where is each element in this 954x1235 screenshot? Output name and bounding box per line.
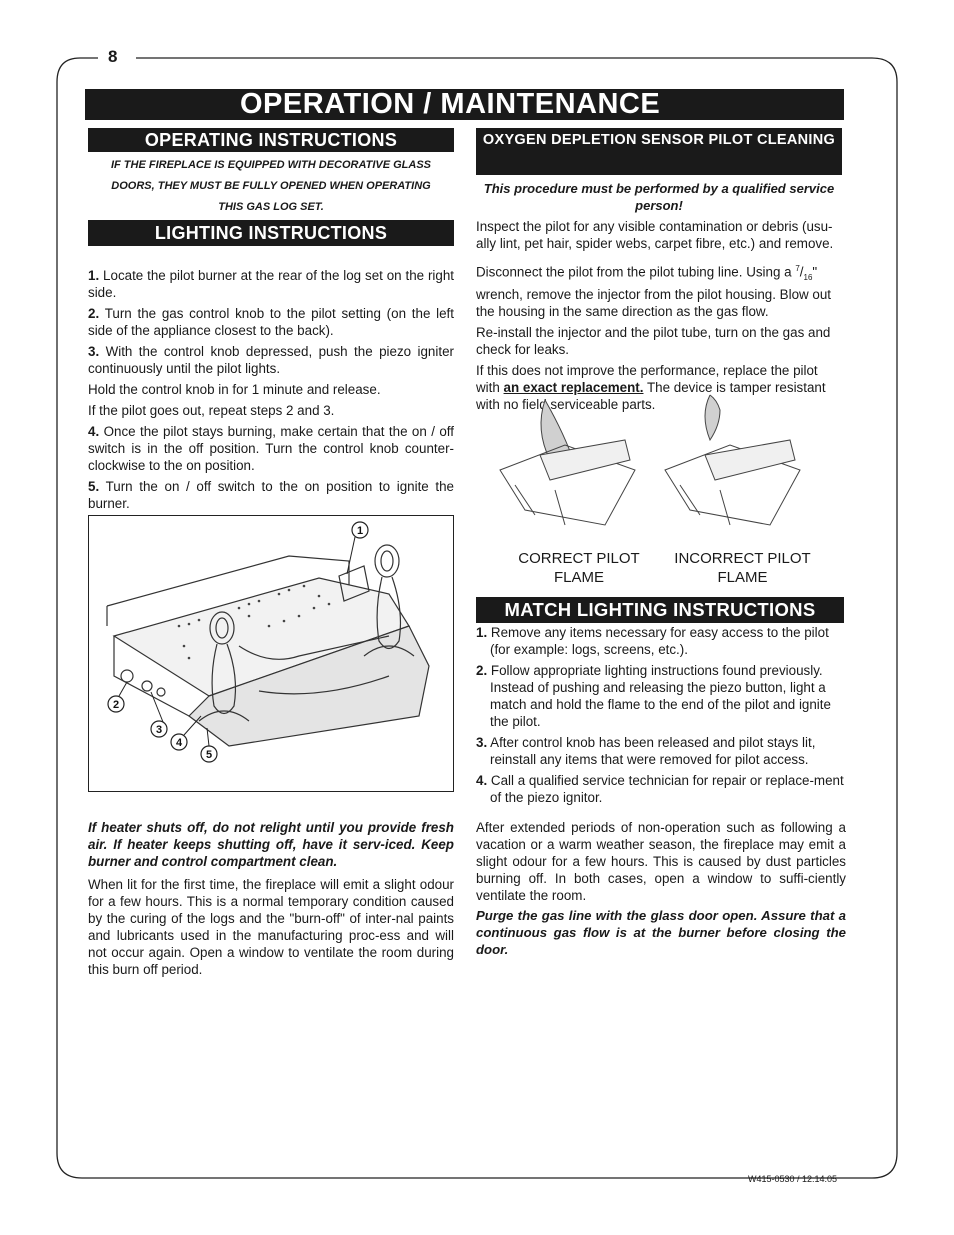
non-operation-paragraph: After extended periods of non-operation such as following a vacation or a warm weather season, the fireplace may emit a slight odour for a few hours. This is caused by dust particles burning off. In both cases, open a window to suffi-ciently ventilate the room. [476,820,846,903]
lighting-step: 3. With the control knob depressed, push the piezo igniter continuously until the pilot lights. [88,344,454,376]
match-step: 1. Remove any items necessary for easy access to the pilot (for example: logs, screens, etc.). [476,625,829,657]
lighting-step: If the pilot goes out, repeat steps 2 and 3. [88,403,335,418]
pilot-flame-illustration [495,385,835,540]
lighting-step: 4. Once the pilot stays burning, make certain that the on / off switch is in the off position. Turn the control knob counter-clockwise to the on position. [88,424,454,473]
match-step: 2. Follow appropriate lighting instructions found previously. Instead of pushing and releasing the piezo button, light a match and hold the flame to the end of the pilot and ignite the pilot. [476,663,831,729]
qualified-service-note: This procedure must be performed by a qualified service person! [483,181,835,213]
ods-pilot-cleaning-heading: OXYGEN DEPLETION SENSOR PILOT CLEANING [476,128,842,175]
lighting-step: 5. Turn the on / off switch to the on position to ignite the burner. [88,479,454,511]
callout-2-label: 2 [112,699,120,711]
page-number: 8 [108,47,118,66]
match-lighting-heading: MATCH LIGHTING INSTRUCTIONS [476,597,844,623]
match-lighting-steps [476,624,844,810]
lighting-instructions-heading: LIGHTING INSTRUCTIONS [88,220,454,246]
match-step: 4. Call a qualified service technician for repair or replace-ment of the piezo ignitor. [476,773,844,805]
operating-instructions-heading: OPERATING INSTRUCTIONS [88,128,454,152]
lighting-step: Hold the control knob in for 1 minute and release. [88,382,381,397]
shutoff-warning: If heater shuts off, do not relight until you provide fresh air. If heater keeps shutting off, have it serv-iced. Keep burner and control compartment clean. [88,820,454,869]
first-light-paragraph: When lit for the first time, the fireplace will emit a slight odour for a few hours. This is a normal temporary condition caused by the curing of the logs and the "burn-off" of inter-nal paints and lubricants used in the manufacturing proc-ess and will not occur again. Open a window to ventilate the room during this burn off period. [88,877,454,977]
callout-4-label: 4 [175,737,183,749]
callout-5-label: 5 [205,749,213,761]
purge-note: Purge the gas line with the glass door open. Assure that a continuous gas flow is at the burner before closing the door. [476,908,846,957]
note-line: THIS GAS LOG SET. [218,201,324,213]
gas-log-set-figure [88,515,454,792]
glass-doors-note [88,155,454,218]
page-title: OPERATION / MAINTENANCE [85,89,844,120]
note-line: IF THE FIREPLACE IS EQUIPPED WITH DECORATIVE GLASS [110,159,432,171]
incorrect-pilot-flame-caption: INCORRECT PILOT FLAME [674,550,811,586]
lighting-step: 1. Locate the pilot burner at the rear of the log set on the right side. [88,268,454,300]
lighting-step: 2. Turn the gas control knob to the pilot setting (on the left side of the appliance closest to the back). [88,306,454,338]
replace-paragraph: If this does not improve the performance, replace the pilot with an exact replacement. The device is tamper resistant with no field serviceable parts. [476,363,826,413]
disconnect-paragraph: Disconnect the pilot from the pilot tubing line. Using a $^7/_{16}$" wrench, remove the injector from the pilot housing. Blow out the housing in the same direction as the gas flow. [476,264,832,320]
burner-illustration [89,516,453,791]
note-line: DOORS, THEY MUST BE FULLY OPENED WHEN OPERATING [111,180,431,192]
match-step: 3. After control knob has been released and pilot stays lit, reinstall any items that were removed for pilot access. [476,735,816,767]
lighting-steps [88,267,454,516]
callout-3-label: 3 [155,724,163,736]
document-reference: W415-0530 / 12.14.05 [748,1174,838,1184]
correct-pilot-flame-caption: CORRECT PILOT FLAME [518,550,640,586]
callout-1-label: 1 [356,525,364,537]
inspect-paragraph: Inspect the pilot for any visible contamination or debris (usu-ally lint, pet hair, spider webs, carpet fibre, etc.) and remove. [476,219,834,251]
reinstall-paragraph: Re-install the injector and the pilot tube, turn on the gas and check for leaks. [476,325,831,358]
